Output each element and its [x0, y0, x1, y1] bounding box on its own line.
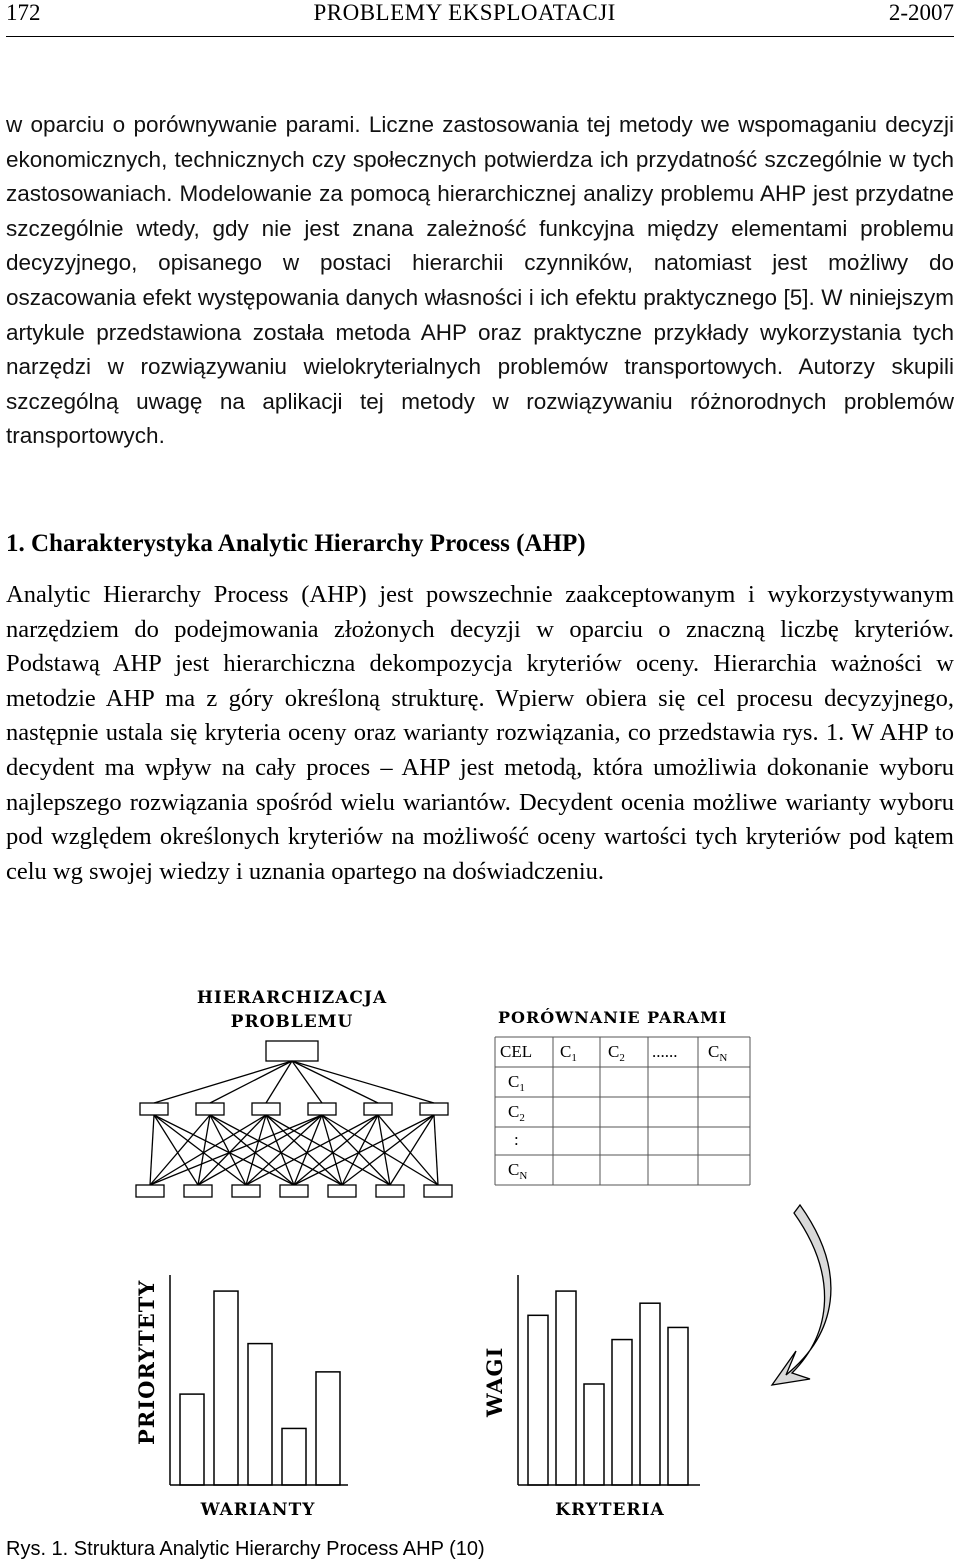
- variant-bar-3: [248, 1344, 272, 1485]
- criteria-bar-3: [584, 1384, 604, 1485]
- tree-nodes: [136, 1103, 452, 1197]
- hierarchy-title-line2: PROBLEMU: [230, 1012, 354, 1032]
- goal-node: [266, 1041, 318, 1061]
- priorities-chart: [170, 1275, 348, 1485]
- variant-bar-1: [180, 1394, 204, 1485]
- issue-number: 2-2007: [888, 0, 954, 25]
- journal-title: PROBLEMY EKSPLOATACJI: [313, 0, 616, 25]
- hierarchy-tree: [136, 1041, 452, 1197]
- criteria-bar-4: [612, 1340, 632, 1485]
- criteria-bar-2: [556, 1291, 576, 1485]
- variant-node: [232, 1185, 260, 1197]
- tree-link-goal-3: [292, 1061, 322, 1103]
- criteria-label: KRYTERIA: [555, 1500, 665, 1520]
- section-heading: 1. Charakterystyka Analytic Hierarchy Process (AHP): [6, 530, 586, 557]
- tree-link-5-6: [434, 1115, 438, 1185]
- tree-link-2-3: [266, 1115, 294, 1185]
- matrix-header-cn: $C_N$: [708, 1042, 728, 1064]
- criteria-bar-6: [668, 1327, 688, 1485]
- criterion-node: [364, 1103, 392, 1115]
- criterion-node: [252, 1103, 280, 1115]
- curved-arrow-icon: [772, 1205, 831, 1385]
- page-number: 172: [6, 0, 41, 25]
- section-paragraph: Analytic Hierarchy Process (AHP) jest powszechnie zaakceptowanym i wykorzystywanym narzędziem do podejmowania złożonych decyzji w oparciu o znaczną liczbę kryteriów. Podstawą AHP jest hierarchiczna dekompozycja kryteriów oceny. Hierarchia ważności w metodzie AHP ma z góry określoną strukturę. Wpierw obiera się cel procesu decyzyjnego, następnie ustala się kryteria oceny oraz warianty rozwiązania, co przedstawia rys. 1. W AHP to decydent ma wpływ na cały proces – AHP jest metodą, która umożliwia dokonanie wyboru najlepszego rozwiązania spośród wielu wariantów. Decydent ocenia możliwe warianty wyboru pod względem określonych kryteriów na możliwość oceny wartości tych kryteriów pod kątem celu wg swojej wiedzy i uznania opartego na doświadczeniu.: [6, 581, 954, 885]
- variant-node: [136, 1185, 164, 1197]
- matrix-header-c2: $C_2$: [608, 1042, 625, 1064]
- tree-connections: [150, 1061, 438, 1185]
- tree-link-5-3: [294, 1115, 434, 1185]
- intro-paragraph: w oparciu o porównywanie parami. Liczne zastosowania tej metody we wspomaganiu decyzji ekonomicznych, technicznych czy społecznych potwierdza ich przydatność szczególnie w tych zastosowaniach. Modelowanie za pomocą hierarchicznej analizy problemu AHP jest przydatne szczególnie wtedy, gdy nie jest znana zależność funkcyjna między elementami problemu decyzyjnego, opisanego w postaci hierarchii czynników, natomiast jest możliwy do oszacowania efekt występowania danych własności i ich efektu praktycznego [5]. W niniejszym artykule przedstawiona została metoda AHP oraz praktyczne przykłady wykorzystania tych narzędzi w rozwiązywaniu wielokryterialnych problemów transportowych. Autorzy skupili szczególną uwagę na aplikacji tej metody w rozwiązywaniu różnorodnych problemów transportowych.: [6, 112, 954, 449]
- matrix-row-cn: $C_N$: [508, 1160, 528, 1182]
- matrix-header-ellipsis: ......: [652, 1042, 678, 1061]
- tree-link-goal-5: [292, 1061, 434, 1103]
- variant-bar-5: [316, 1372, 340, 1485]
- tree-link-0-0: [150, 1115, 154, 1185]
- criteria-bar-5: [640, 1303, 660, 1485]
- pairwise-title: PORÓWNANIE PARAMI: [498, 1008, 728, 1027]
- variant-node: [424, 1185, 452, 1197]
- tree-link-3-3: [294, 1115, 322, 1185]
- hierarchy-title-line1: HIERARCHIZACJA: [196, 988, 388, 1008]
- matrix-header-cel: CEL: [500, 1042, 533, 1061]
- weights-chart: [518, 1275, 700, 1485]
- matrix-header-c1: $C_1$: [560, 1042, 577, 1064]
- pairwise-matrix-labels: [500, 1042, 727, 1182]
- matrix-row-ellipsis: :: [514, 1130, 519, 1149]
- weights-label: WAGI: [482, 1346, 507, 1417]
- variant-bar-2: [214, 1291, 238, 1485]
- criterion-node: [420, 1103, 448, 1115]
- variant-node: [376, 1185, 404, 1197]
- tree-link-4-2: [246, 1115, 378, 1185]
- running-header: [6, 0, 954, 37]
- variant-node: [184, 1185, 212, 1197]
- matrix-row-c2: $C_2$: [508, 1102, 525, 1124]
- ahp-structure-figure: [110, 975, 850, 1523]
- ahp-diagram: [110, 975, 850, 1523]
- matrix-row-c1: $C_1$: [508, 1072, 525, 1094]
- criteria-bar-1: [528, 1315, 548, 1485]
- tree-link-1-4: [210, 1115, 342, 1185]
- criterion-node: [308, 1103, 336, 1115]
- figure-caption: Rys. 1. Struktura Analytic Hierarchy Process AHP (10): [6, 1538, 485, 1560]
- variant-node: [280, 1185, 308, 1197]
- variant-node: [328, 1185, 356, 1197]
- variant-bar-4: [282, 1428, 306, 1485]
- priorities-label: PRIORYTETY: [134, 1279, 159, 1445]
- variants-label: WARIANTY: [200, 1500, 316, 1520]
- criterion-node: [196, 1103, 224, 1115]
- criterion-node: [140, 1103, 168, 1115]
